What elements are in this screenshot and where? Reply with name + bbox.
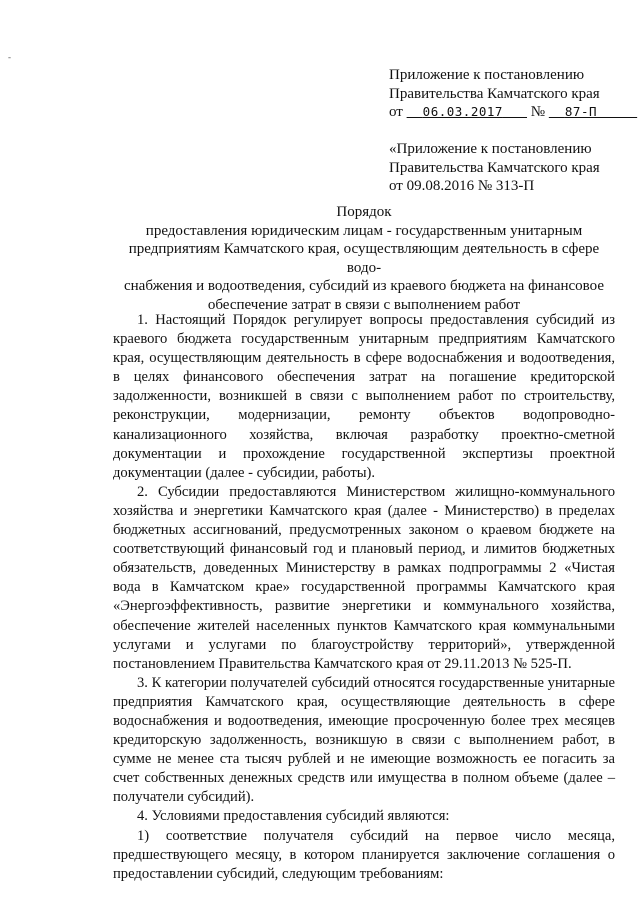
appendix-header bbox=[389, 66, 629, 122]
date-prefix: от bbox=[389, 104, 403, 120]
paragraph-3: 3. К категории получателей субсидий относятся государственные унитарные предприятия Камчатского края, осуществляющие деятельность в сфере водоснабжения и водоотведения, имеющие просроченную более трех месяцев кредиторскую задолженность, возникшую в связи с выполнением работ, в сумме не менее ста тысяч рублей и не имеющие возможность ее погасить за счет собственных денежных средств или имущества в полном объеме (далее – получатели субсидий). bbox=[113, 674, 615, 806]
appendix-line-2: Правительства Камчатского края bbox=[389, 85, 600, 102]
title-line-1: предоставления юридическим лицам - государственным унитарным bbox=[145, 222, 583, 239]
original-appendix-line-2: Правительства Камчатского края bbox=[389, 159, 600, 176]
paragraph-1: 1. Настоящий Порядок регулирует вопросы предоставления субсидий из краевого бюджета государственным унитарным предприятиям Камчатского края, осуществляющим деятельность в сфере водоснабжения и водоотведения, в целях финансового обеспечения затрат на погашение кредиторской задолженности, возникшей в связи с выполнением работ по строительству, реконструкции, модернизации, ремонту объектов водопроводно-канализационного хозяйства, включая разработку проектно-сметной документации и прохождение государственной экспертизы проектной документации (далее - субсидии, работы). bbox=[113, 312, 615, 481]
appendix-line-1: Приложение к постановлению bbox=[389, 67, 585, 83]
number-prefix: № bbox=[530, 104, 546, 120]
title-line-3: снабжения и водоотведения, субсидий из краевого бюджета на финансовое bbox=[123, 278, 605, 294]
paragraph-5: 1) соответствие получателя субсидий на первое число месяца, предшествующего месяцу, в котором планируется заключение соглашения о предоставлении субсидий, следующим требованиям: bbox=[113, 827, 615, 882]
handwritten-date: 06.03.2017 bbox=[422, 104, 503, 119]
handwritten-number: 87-П bbox=[564, 104, 597, 119]
paragraph-2: 2. Субсидии предоставляются Министерством жилищно-коммунального хозяйства и энергетики Камчатского края (далее - Министерство) в пределах бюджетных ассигнований, предусмотренных законом о краевом бюджете на соответствующий финансовый год и плановый период, и лимитов бюджетных обязательств, доведенных Министерству в рамках подпрограммы 2 «Чистая вода в Камчатском крае» государственной программы Камчатского края «Энергоэффективность, развитие энергетики и коммунального хозяйства, обеспечение жителей населенных пунктов Камчатского края коммунальными услугами и услугами по благоустройству территорий», утвержденной постановлением Правительства Камчатского края от 29.11.2013 № 525-П. bbox=[113, 483, 615, 672]
original-appendix-line-1: «Приложение к постановлению bbox=[389, 141, 592, 157]
original-appendix-line-3: от 09.08.2016 № 313-П bbox=[389, 178, 535, 194]
appendix-date-line bbox=[389, 103, 629, 122]
title-line-4: обеспечение затрат в связи с выполнением работ bbox=[207, 296, 521, 313]
original-appendix-header bbox=[389, 140, 629, 196]
title-heading: Порядок bbox=[336, 204, 392, 220]
title-line-2: предприятиям Камчатского края, осуществляющим деятельность в сфере водо- bbox=[128, 241, 600, 276]
margin-mark: - bbox=[8, 52, 11, 62]
document-body bbox=[113, 311, 615, 884]
document-title bbox=[114, 203, 614, 314]
paragraph-4: 4. Условиями предоставления субсидий являются: bbox=[137, 808, 450, 825]
